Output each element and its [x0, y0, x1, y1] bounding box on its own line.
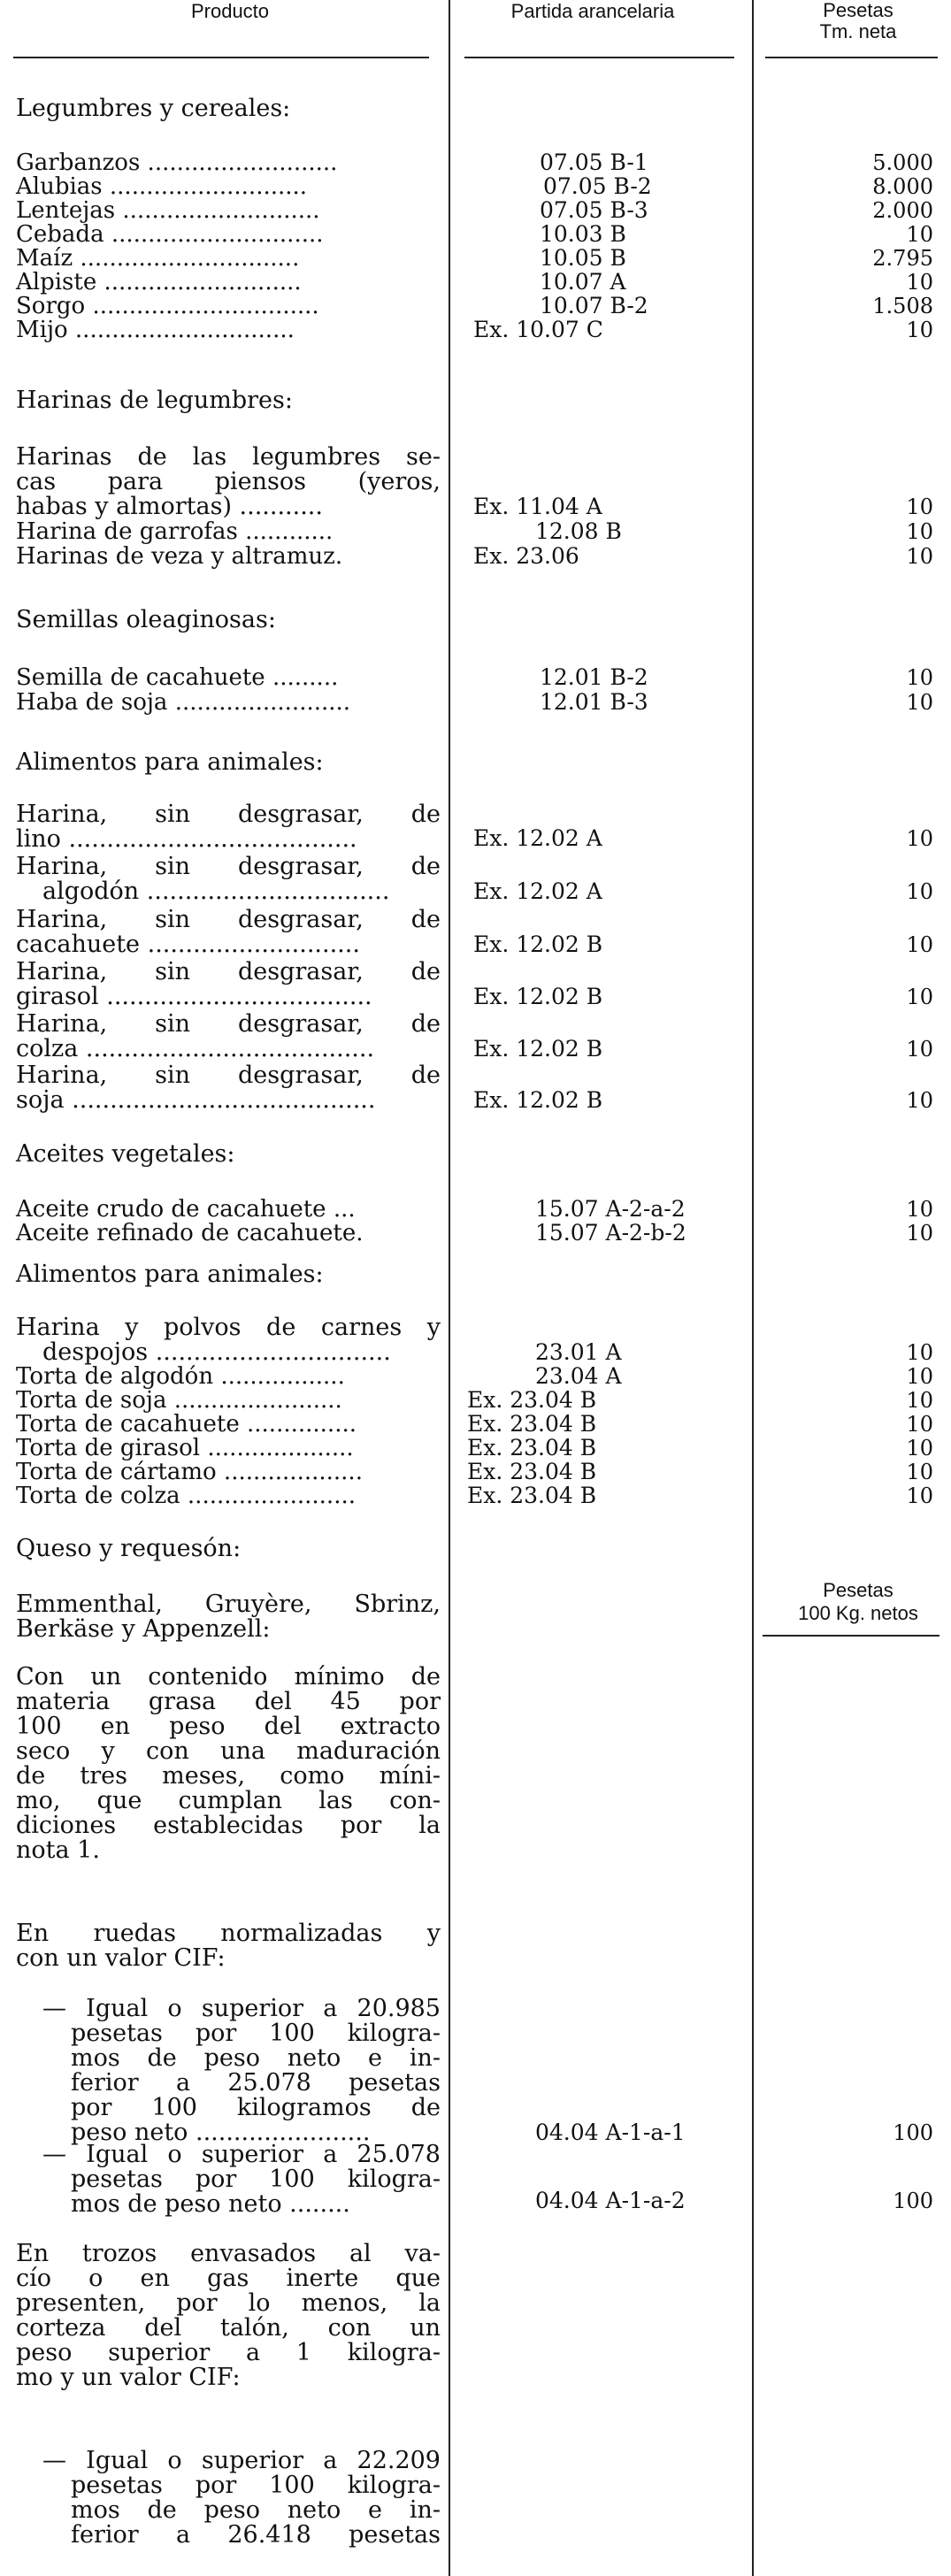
table-row	[0, 150, 951, 175]
value: 10	[906, 1197, 933, 1222]
section-title: Aceites vegetales:	[16, 1140, 235, 1168]
table-row	[0, 826, 951, 851]
product-name: Mijo ..............................	[16, 317, 295, 343]
product-name: Torta de cacahuete ...............	[16, 1411, 357, 1438]
value: 100	[893, 2189, 933, 2213]
table-row	[0, 222, 951, 247]
product-name: Aceite crudo de cacahuete ...	[16, 1196, 356, 1223]
header-rule-2	[464, 57, 734, 58]
table-row	[0, 1484, 951, 1508]
table-row	[0, 2189, 951, 2213]
product-name: Maíz ..............................	[16, 245, 300, 272]
table-row	[0, 1412, 951, 1437]
product-name: Harina y polvos de carnes y despojos ...............................	[16, 1314, 441, 1366]
table-row	[0, 1364, 951, 1389]
tariff-code: 15.07 A-2-b-2	[535, 1220, 686, 1246]
product-name: Harina, sin desgrasar, de girasol ...................................	[16, 958, 441, 1010]
value: 10	[906, 1412, 933, 1437]
product-name: Sorgo ...............................	[16, 293, 319, 319]
header-pesetas-label: Pesetas	[823, 0, 893, 21]
value: 8.000	[872, 174, 933, 199]
product-name: Haba de soja ........................	[16, 689, 351, 716]
section-title: Legumbres y cereales:	[16, 95, 291, 122]
product-name: Semilla de cacahuete .........	[16, 664, 339, 691]
product-name: Cebada .............................	[16, 221, 324, 248]
value: 10	[906, 690, 933, 715]
product-note: En ruedas normalizadas y con un valor CIF:	[16, 1920, 441, 1972]
product-note: — Igual o superior a 22.209 pesetas por 100 kilogra- mos de peso neto e in- ferior a 26.418 pesetas	[42, 2447, 441, 2549]
table-row	[0, 1340, 951, 1365]
table-row	[0, 294, 951, 318]
value: 10	[906, 519, 933, 544]
value: 5.000	[872, 150, 933, 175]
product-name: Harina, sin desgrasar, de lino ......................................	[16, 801, 441, 853]
table-row	[0, 318, 951, 342]
tariff-code: 07.05 B-1	[540, 150, 648, 175]
table-row	[0, 879, 951, 904]
tariff-code: Ex. 23.04 B	[467, 1411, 597, 1437]
tariff-code: 04.04 A-1-a-2	[535, 2188, 686, 2213]
value: 10	[906, 1340, 933, 1365]
value: 2.000	[872, 198, 933, 223]
value: 2.795	[872, 246, 933, 271]
product-name: Garbanzos ..........................	[16, 150, 338, 176]
tariff-code: Ex. 11.04 A	[473, 494, 602, 519]
tariff-code: Ex. 12.02 A	[473, 825, 602, 851]
tariff-code: Ex. 12.02 B	[473, 932, 603, 957]
product-name: Harina, sin desgrasar, de algodón ................................	[16, 853, 441, 905]
value: 10	[906, 318, 933, 342]
value: 10	[906, 1484, 933, 1508]
tariff-code: Ex. 12.02 A	[473, 878, 602, 904]
tariff-code: Ex. 23.04 B	[467, 1435, 597, 1460]
product-name: Torta de girasol ....................	[16, 1435, 354, 1461]
product-name: Harina, sin desgrasar, de colza ......................................	[16, 1010, 441, 1062]
header-rule-1	[13, 57, 429, 58]
tariff-code: 10.03 B	[540, 221, 626, 247]
value: 10	[906, 1460, 933, 1484]
product-note: Emmenthal, Gruyère, Sbrinz, Berkäse y Appenzell:	[16, 1591, 441, 1643]
value: 10	[906, 1388, 933, 1413]
value: 10	[906, 270, 933, 295]
table-row	[0, 519, 951, 544]
table-row	[0, 1388, 951, 1413]
table-row	[0, 1436, 951, 1460]
value: 1.508	[872, 294, 933, 318]
table-row	[0, 198, 951, 223]
value: 10	[906, 985, 933, 1009]
table-row	[0, 1460, 951, 1484]
tariff-code: Ex. 23.04 B	[467, 1459, 597, 1484]
table-row	[0, 1088, 951, 1113]
header-partida: Partida arancelaria	[510, 0, 675, 22]
product-name: Torta de soja .......................	[16, 1387, 342, 1414]
tariff-code: 10.05 B	[540, 245, 626, 271]
section-title: Alimentos para animales:	[16, 748, 324, 776]
value: 10	[906, 1088, 933, 1113]
product-note: — Igual o superior a 25.078 pesetas por 100 kilogra- mos de peso neto ........	[42, 2141, 441, 2218]
table-row	[0, 932, 951, 957]
section-title: Alimentos para animales:	[16, 1261, 324, 1288]
product-note: Con un contenido mínimo de materia grasa del 45 por 100 en peso del extracto seco y con una maduración de tres meses, como míni- mo, que cumplan las con- diciones establecidas por la nota 1.	[16, 1663, 441, 1864]
tariff-code: 23.04 A	[535, 1363, 622, 1389]
tariff-code: Ex. 12.02 B	[473, 1087, 603, 1113]
header-unit: Tm. neta	[819, 20, 897, 42]
product-name: Torta de colza .......................	[16, 1483, 356, 1509]
value: 10	[906, 1436, 933, 1460]
unit-header-label: Pesetas	[823, 1579, 893, 1601]
table-row	[0, 246, 951, 271]
tariff-code: 10.07 A	[540, 269, 626, 295]
value: 10	[906, 494, 933, 519]
tariff-code: Ex. 23.04 B	[467, 1387, 597, 1413]
tariff-code: 07.05 B-3	[540, 197, 648, 223]
product-name: Harinas de veza y altramuz.	[16, 543, 343, 570]
value: 100	[893, 2120, 933, 2145]
header-rule-3	[765, 57, 938, 58]
tariff-code: 12.01 B-2	[540, 664, 648, 690]
table-row	[0, 690, 951, 715]
product-name: Harina, sin desgrasar, de soja ........................................	[16, 1062, 441, 1114]
unit-header-unit: 100 Kg. netos	[798, 1602, 918, 1624]
header-producto: Producto	[190, 0, 270, 22]
tariff-code: 10.07 B-2	[540, 293, 648, 318]
unit-rule	[763, 1635, 939, 1637]
product-note: En trozos envasados al va- cío o en gas inerte que presenten, por lo menos, la corteza del talón, con un peso superior a 1 kilogra- mo y un valor CIF:	[16, 2240, 441, 2391]
product-name: Alubias ...........................	[16, 173, 308, 200]
table-row	[0, 665, 951, 690]
value: 10	[906, 222, 933, 247]
tariff-code: 07.05 B-2	[543, 173, 652, 199]
value: 10	[906, 665, 933, 690]
product-name: Harina, sin desgrasar, de cacahuete ............................	[16, 906, 441, 958]
table-row	[0, 270, 951, 295]
table-row	[0, 544, 951, 569]
table-row	[0, 1221, 951, 1246]
value: 10	[906, 1037, 933, 1062]
product-name: Torta de cártamo ...................	[16, 1459, 363, 1485]
value: 10	[906, 544, 933, 569]
table-row	[0, 1037, 951, 1062]
tariff-code: Ex. 10.07 C	[473, 317, 603, 342]
tariff-code: Ex. 12.02 B	[473, 1036, 603, 1062]
tariff-code: 12.08 B	[535, 518, 622, 544]
table-row	[0, 985, 951, 1009]
product-name: Harina de garrofas ............	[16, 518, 334, 545]
tariff-code: 23.01 A	[535, 1339, 622, 1365]
section-title: Harinas de legumbres:	[16, 387, 293, 414]
unit-header	[770, 1579, 947, 1625]
tariff-code: Ex. 23.04 B	[467, 1483, 597, 1508]
product-name: Alpiste ...........................	[16, 269, 302, 295]
section-title: Queso y requesón:	[16, 1535, 242, 1562]
table-row	[0, 1197, 951, 1222]
section-title: Semillas oleaginosas:	[16, 606, 276, 633]
product-name: Torta de algodón .................	[16, 1363, 345, 1390]
value: 10	[906, 932, 933, 957]
value: 10	[906, 879, 933, 904]
tariff-code: Ex. 12.02 B	[473, 984, 603, 1009]
value: 10	[906, 826, 933, 851]
header-pesetas	[770, 0, 947, 42]
value: 10	[906, 1364, 933, 1389]
tariff-code: Ex. 23.06	[473, 543, 579, 569]
table-row	[0, 174, 951, 199]
product-note: — Igual o superior a 20.985 pesetas por 100 kilogra- mos de peso neto e in- ferior a 25.078 pesetas por 100 kilogramos de peso neto .......................	[42, 1995, 441, 2146]
product-name: Lentejas ...........................	[16, 197, 320, 224]
table-row	[0, 494, 951, 519]
tariff-code: 12.01 B-3	[540, 689, 648, 715]
value: 10	[906, 1221, 933, 1246]
product-name: Aceite refinado de cacahuete.	[16, 1220, 364, 1246]
product-name: Harinas de las legumbres se- cas para piensos (yeros, habas y almortas) ...........	[16, 443, 441, 520]
tariff-code: 04.04 A-1-a-1	[535, 2120, 686, 2145]
tariff-code: 15.07 A-2-a-2	[535, 1196, 686, 1222]
